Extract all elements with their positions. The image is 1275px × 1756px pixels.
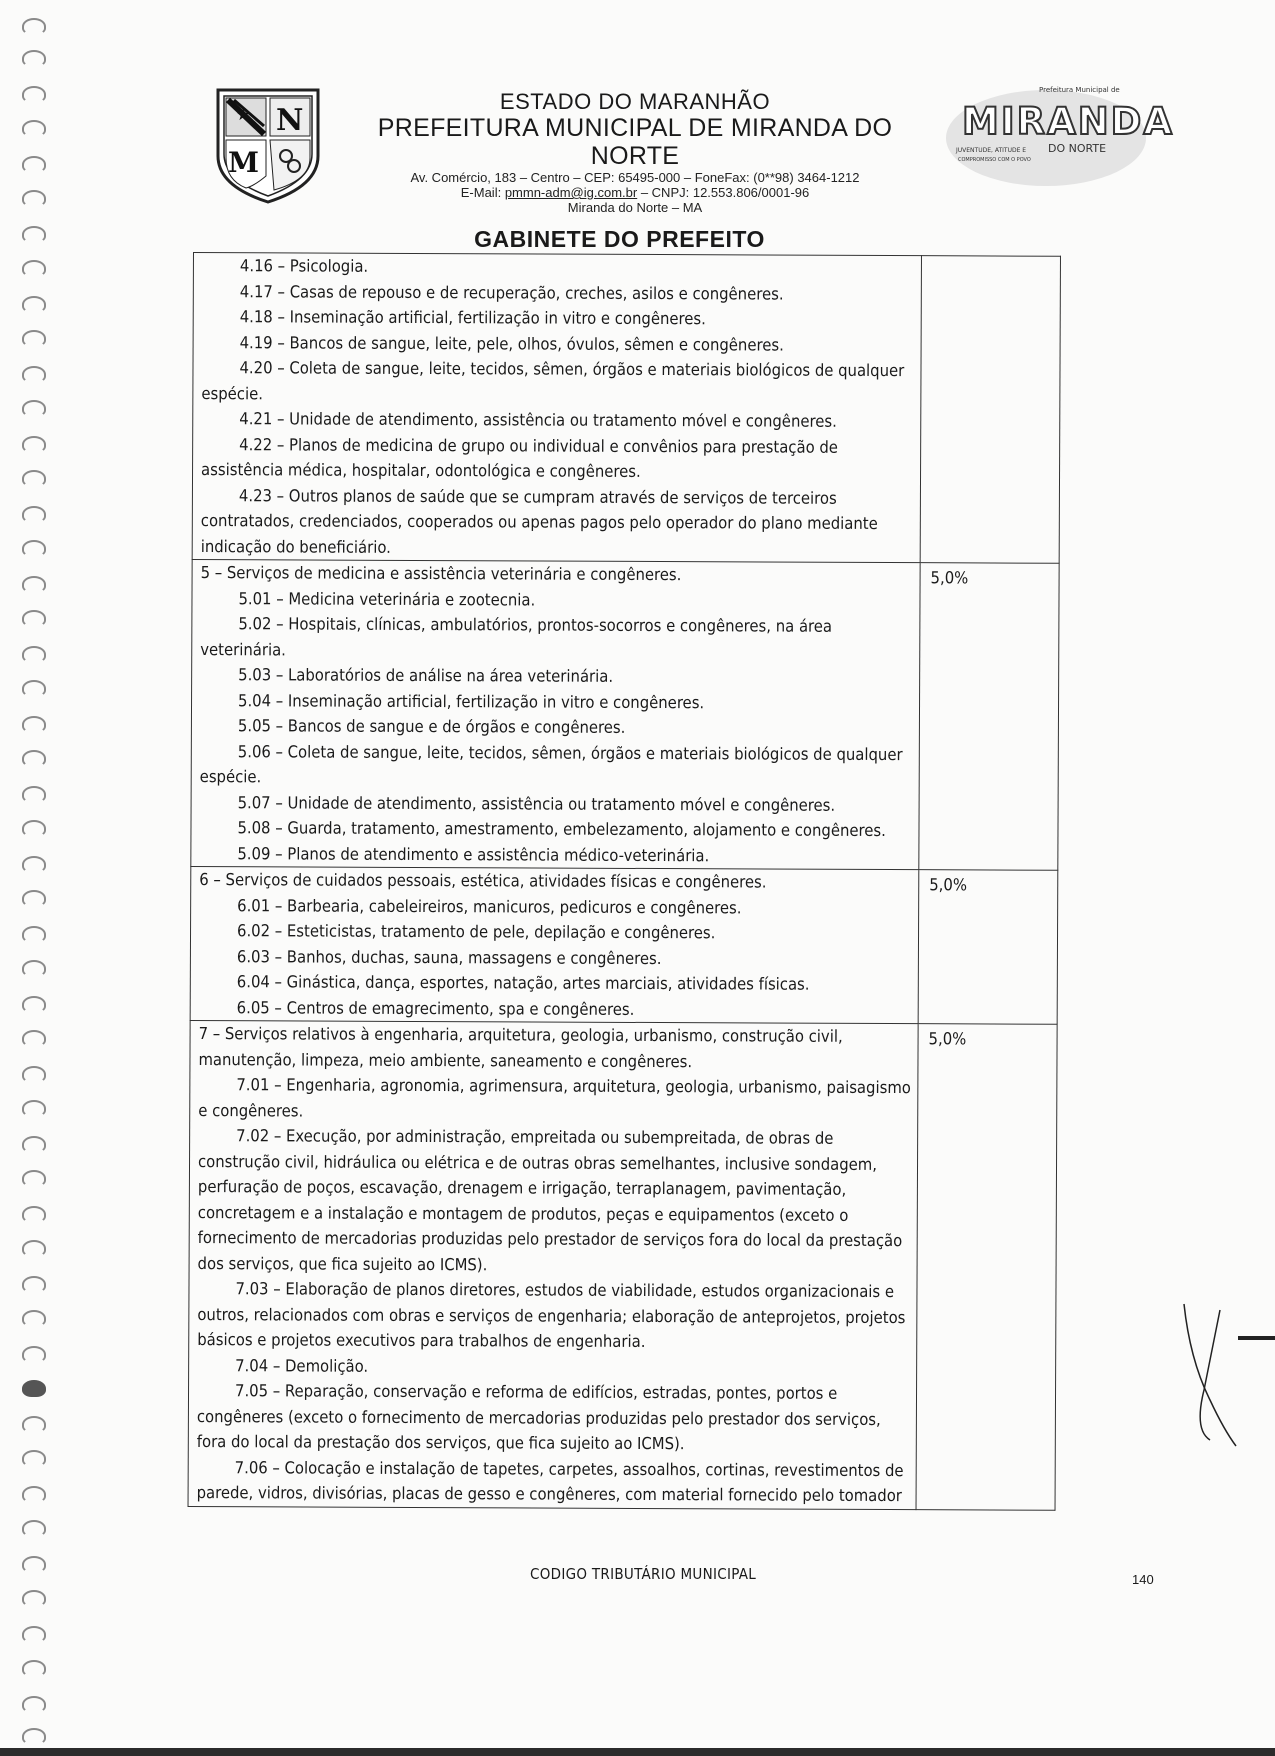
binding-ring — [22, 750, 46, 767]
list-item: 6.05 – Centros de emagrecimento, spa e congêneres. — [236, 997, 635, 1019]
binding-ring — [22, 1276, 46, 1293]
list-item: 6.02 – Esteticistas, tratamento de pele, depilação e congêneres. — [236, 921, 716, 943]
binding-ring — [22, 610, 46, 627]
municipal-logo — [944, 80, 1175, 190]
binding-ring — [22, 680, 46, 697]
binding-ring — [22, 646, 46, 663]
list-item: 6.04 – Ginástica, dança, esportes, natação, artes marciais, atividades físicas. — [236, 972, 810, 994]
state-name: ESTADO DO MARANHÃO — [499, 89, 771, 114]
municipal-crest-icon — [214, 86, 322, 204]
binding-ring — [22, 120, 46, 137]
binding-ring — [22, 1450, 46, 1467]
binding-ring — [22, 260, 46, 277]
binding-ring — [22, 890, 46, 907]
binding-ring — [22, 1100, 46, 1117]
binding-ring — [22, 470, 46, 487]
binding-ring — [22, 1728, 46, 1745]
email-cnpj — [330, 185, 940, 200]
binding-ring — [22, 1660, 46, 1677]
binding-ring — [22, 50, 46, 67]
binding-ring — [22, 1416, 46, 1433]
prefeitura-name: PREFEITURA MUNICIPAL DE MIRANDA DO NORTE — [377, 114, 893, 170]
address: Av. Comércio, 183 – Centro – CEP: 65495-000 – FoneFax: (0**98) 3464-1212 — [410, 170, 860, 185]
email-link[interactable]: pmmn-adm@ig.com.br — [504, 185, 638, 200]
binding-ring — [22, 1030, 46, 1047]
binding-ring — [22, 540, 46, 557]
page-number: 140 — [1132, 1572, 1154, 1587]
binding-ring — [22, 366, 46, 383]
list-item: 5.02 – Hospitais, clínicas, ambulatórios, prontos-socorros e congêneres, na área veterinária. — [200, 614, 833, 659]
binding-ring — [22, 506, 46, 523]
svg-text:★: ★ — [236, 105, 251, 124]
rate-cell: 5,0% — [919, 563, 1059, 871]
binding-ring — [22, 86, 46, 103]
crest-letter-m: M — [228, 146, 259, 179]
list-item: 7.06 – Colocação e instalação de tapetes, carpetes, assoalhos, cortinas, revestimentos de parede, vidros, divisórias, placas de gesso e congêneres, com material fornecido pelo tomador — [196, 1457, 904, 1506]
binding-ring — [22, 1136, 46, 1153]
email-label: E-Mail: — [460, 185, 505, 200]
binding-ring — [22, 820, 46, 837]
service-heading: 6 – Serviços de cuidados pessoais, estética, atividades físicas e congêneres. — [199, 870, 767, 892]
list-item: 4.16 – Psicologia. — [239, 256, 369, 276]
service-cell — [190, 866, 919, 1023]
logo-tagline-2: COMPROMISSO COM O POVO — [958, 157, 1031, 163]
binding-ring — [22, 926, 46, 943]
binding-ring — [22, 1346, 46, 1363]
binding-ring — [22, 18, 46, 35]
list-item: 7.01 – Engenharia, agronomia, agrimensura, arquitetura, geologia, urbanismo, paisagismo e congêneres. — [198, 1075, 911, 1120]
list-item: 6.01 – Barbearia, cabeleireiros, manicuros, pedicuros e congêneres. — [237, 895, 742, 917]
list-item: 7.02 – Execução, por administração, empreitada ou subempreitada, de obras de construção civil, hidráulica ou elétrica e de outras obras semelhantes, inclusive sondagem, perfuração de poços, escavação, drenagem e irrigação, terraplanagem, pavimentação, concretagem e a instalação e montagem de produtos, peças e equipamentos (exceto o fornecimento de mercadorias produzidas pelo prestador de serviços fora do local da prestação dos serviços, que fica sujeito ao ICMS). — [197, 1126, 903, 1274]
binding-ring — [22, 400, 46, 417]
binding-ring — [22, 1310, 46, 1327]
service-cell — [191, 559, 920, 869]
list-item: 4.22 – Planos de medicina de grupo ou individual e convênios para prestação de assistência médica, hospitalar, odontológica e congêneres. — [201, 434, 838, 481]
list-item: 4.18 – Inseminação artificial, fertilização in vitro e congêneres. — [239, 307, 706, 329]
handwritten-mark-icon — [1180, 1300, 1240, 1450]
binding-ring — [22, 436, 46, 453]
binding-ring — [22, 1066, 46, 1083]
cnpj: – CNPJ: 12.553.806/0001-96 — [637, 185, 810, 200]
service-heading: 5 – Serviços de medicina e assistência veterinária e congêneres. — [200, 563, 682, 585]
table-row — [191, 559, 1059, 870]
logo-top-text: Prefeitura Municipal de — [1039, 86, 1120, 94]
service-heading: 7 – Serviços relativos à engenharia, arquitetura, geologia, urbanismo, construção civil, manutenção, limpeza, meio ambiente, saneamento e congêneres. — [198, 1024, 843, 1071]
binding-ring — [22, 1696, 46, 1713]
binding-ring — [22, 996, 46, 1013]
binding-ring — [22, 190, 46, 207]
rate-cell: 5,0% — [916, 1024, 1057, 1510]
binding-ring — [22, 1626, 46, 1643]
rate-cell — [920, 256, 1060, 564]
logo-sub-text: DO NORTE — [1048, 142, 1107, 155]
section-title: GABINETE DO PREFEITO — [474, 226, 765, 252]
letterhead — [330, 90, 940, 215]
binding-ring — [22, 1170, 46, 1187]
page-footer: CODIGO TRIBUTÁRIO MUNICIPAL — [530, 1565, 757, 1583]
list-item: 5.05 – Bancos de sangue e de órgãos e congêneres. — [237, 716, 626, 737]
list-item: 5.08 – Guarda, tratamento, amestramento, embelezamento, alojamento e congêneres. — [237, 818, 886, 841]
list-item: 5.03 – Laboratórios de análise na área veterinária. — [238, 665, 614, 686]
table-row — [188, 1020, 1057, 1509]
list-item: 5.09 – Planos de atendimento e assistência médico-veterinária. — [237, 843, 710, 865]
binding-ring — [22, 226, 46, 243]
list-item: 4.20 – Coleta de sangue, leite, tecidos, sêmen, órgãos e materiais biológicos de qualquer espécie. — [201, 358, 905, 403]
list-item: 5.07 – Unidade de atendimento, assistência ou tratamento móvel e congêneres. — [237, 792, 836, 815]
list-item: 6.03 – Banhos, duchas, sauna, massagens e congêneres. — [236, 946, 662, 968]
list-item: 7.03 – Elaboração de planos diretores, estudos de viabilidade, estudos organizacionais e outros, relacionados com obras e serviços de engenharia; elaboração de anteprojetos, projetos básicos e projetos executivos para trabalhos de engenharia. — [197, 1279, 906, 1351]
list-item: 5.06 – Coleta de sangue, leite, tecidos, sêmen, órgãos e materiais biológicos de qualquer espécie. — [199, 741, 903, 787]
binding-ring — [22, 1486, 46, 1503]
table-row — [192, 253, 1060, 564]
list-item: 7.04 – Demolição. — [235, 1355, 369, 1376]
scan-edge — [0, 1748, 1275, 1756]
list-item: 4.23 – Outros planos de saúde que se cumpram através de serviços de terceiros contratados, credenciados, cooperados ou apenas pagos pelo operador do plano mediante indicação do beneficiário. — [200, 485, 878, 557]
list-item: 4.21 – Unidade de atendimento, assistência ou tratamento móvel e congêneres. — [239, 409, 837, 431]
table-row — [190, 866, 1058, 1024]
binding-ring — [22, 1206, 46, 1223]
city: Miranda do Norte – MA — [567, 200, 703, 215]
binding-ring — [22, 156, 46, 173]
service-cell — [192, 253, 921, 563]
binding-ring — [22, 296, 46, 313]
list-item: 5.04 – Inseminação artificial, fertilização in vitro e congêneres. — [238, 690, 705, 712]
list-item: 4.17 – Casas de repouso e de recuperação, creches, asilos e congêneres. — [239, 281, 784, 304]
binding-ring — [22, 1556, 46, 1573]
binding-ring — [22, 576, 46, 593]
list-item: 7.05 – Reparação, conservação e reforma de edifícios, estradas, pontes, portos e congêneres (exceto o fornecimento de mercadorias produzidas pelo prestador dos serviços, fora do local da prestação dos serviços, que fica sujeito ao ICMS). — [196, 1381, 881, 1454]
logo-tagline-1: JUVENTUDE, ATITUDE E — [956, 147, 1027, 154]
logo-main-text: MIRANDA — [962, 100, 1175, 143]
binding-ring — [22, 330, 46, 347]
binding-ring — [22, 716, 46, 733]
service-tax-table — [188, 252, 1061, 1510]
binding-ring — [22, 960, 46, 977]
service-cell — [188, 1020, 918, 1509]
list-item: 5.01 – Medicina veterinária e zootecnia. — [238, 588, 536, 609]
binding-ring — [22, 856, 46, 873]
crest-letter-n: N — [276, 103, 304, 138]
edge-mark — [1238, 1336, 1275, 1340]
binding-ring — [22, 1520, 46, 1537]
binding-ring — [22, 1590, 46, 1607]
binding-ring — [22, 1380, 46, 1397]
list-item: 4.19 – Bancos de sangue, leite, pele, olhos, óvulos, sêmen e congêneres. — [239, 332, 784, 355]
binding-ring — [22, 1240, 46, 1257]
rate-cell: 5,0% — [918, 870, 1058, 1025]
binding-ring — [22, 786, 46, 803]
